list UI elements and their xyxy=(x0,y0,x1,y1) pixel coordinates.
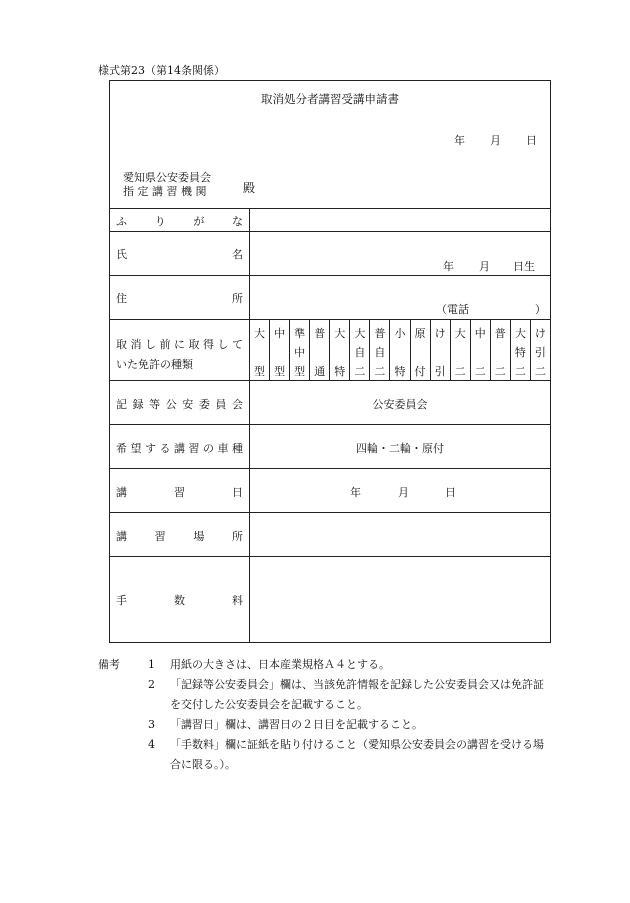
course-date-field[interactable] xyxy=(250,469,550,512)
date-month-label: 月 xyxy=(490,134,501,147)
row-course-date xyxy=(110,469,550,513)
license-label-line2: いた免許の種類 xyxy=(116,358,193,371)
course-place-field[interactable] xyxy=(250,513,550,556)
license-type-char: 引 xyxy=(434,365,446,378)
label-cell xyxy=(110,513,250,556)
remarks xyxy=(98,655,578,775)
addressee-designated-body: 指 定 講 習 機 関 xyxy=(123,185,207,198)
license-type-column[interactable] xyxy=(390,320,410,380)
remark-number: 3 xyxy=(148,718,155,731)
date-day-label: 日 xyxy=(526,134,537,147)
license-type-char: 二 xyxy=(534,365,546,378)
label-cell xyxy=(110,276,250,319)
remark-text-cont: 合に限る。）。 xyxy=(170,758,236,771)
commission-field[interactable] xyxy=(250,381,550,424)
course-year-label: 年 xyxy=(350,486,361,499)
row-vehicle-type xyxy=(110,425,550,469)
license-type-char: 二 xyxy=(514,365,526,378)
remark-item xyxy=(98,715,578,735)
license-type-char: 二 xyxy=(474,365,486,378)
course-place-label: 講習場所 xyxy=(116,530,243,543)
license-type-char: け xyxy=(434,327,446,340)
form-title: 取消処分者講習受講申請書 xyxy=(261,92,399,106)
license-type-char: 二 xyxy=(454,365,466,378)
furigana-label: ふりがな xyxy=(116,215,243,228)
license-type-char: 準 xyxy=(294,327,306,340)
license-type-column[interactable] xyxy=(491,320,511,380)
address-field[interactable] xyxy=(250,276,550,319)
address-label: 住所 xyxy=(116,292,243,305)
remark-number: 1 xyxy=(148,658,155,671)
license-type-column[interactable] xyxy=(511,320,531,380)
license-type-column[interactable] xyxy=(330,320,350,380)
label-cell xyxy=(110,469,250,512)
course-month-label: 月 xyxy=(398,486,409,499)
license-type-column[interactable] xyxy=(370,320,390,380)
remarks-heading: 備考 xyxy=(98,658,120,671)
license-type-char: 型 xyxy=(274,365,286,378)
addressee xyxy=(123,171,211,199)
license-type-char: 大 xyxy=(334,327,346,340)
license-type-char: 中 xyxy=(274,327,286,340)
license-type-char: 型 xyxy=(254,365,266,378)
phone-open-label: （電話 xyxy=(436,303,469,316)
row-commission xyxy=(110,381,550,425)
license-type-char: 原 xyxy=(414,327,426,340)
furigana-field[interactable] xyxy=(250,208,550,231)
vehicle-label: 希望する講習の車種 xyxy=(116,442,243,455)
license-type-column[interactable] xyxy=(350,320,370,380)
license-type-char: 中 xyxy=(474,327,486,340)
form-header xyxy=(110,81,550,209)
license-type-column[interactable] xyxy=(250,320,270,380)
label-cell xyxy=(110,557,250,642)
label-cell xyxy=(110,320,250,380)
license-type-char: 二 xyxy=(494,365,506,378)
remark-text-cont: を交付した公安委員会を記載すること。 xyxy=(170,698,368,711)
phone-close-label: ） xyxy=(535,303,546,316)
birth-year-label: 年 xyxy=(443,260,454,273)
row-course-place xyxy=(110,513,550,557)
license-type-column[interactable] xyxy=(270,320,290,380)
license-type-column[interactable] xyxy=(471,320,491,380)
license-type-column[interactable] xyxy=(411,320,431,380)
license-type-char: 引 xyxy=(534,346,546,359)
vehicle-options: 四輪・二輪・原付 xyxy=(356,442,444,455)
license-type-column[interactable] xyxy=(451,320,471,380)
name-label: 氏名 xyxy=(116,248,243,261)
label-cell xyxy=(110,232,250,275)
remark-text: 「講習日」欄は、講習日の２日目を記載すること。 xyxy=(170,718,423,731)
remark-number: 2 xyxy=(148,678,155,691)
vehicle-field[interactable] xyxy=(250,425,550,468)
application-form xyxy=(109,80,551,643)
row-address xyxy=(110,276,550,320)
form-number: 様式第23（第14条関係） xyxy=(98,64,225,77)
license-type-char: 特 xyxy=(394,365,406,378)
label-cell xyxy=(110,208,250,231)
license-type-column[interactable] xyxy=(310,320,330,380)
license-type-char: 付 xyxy=(414,365,426,378)
license-type-char: 型 xyxy=(294,365,306,378)
license-type-char: 小 xyxy=(394,327,406,340)
license-type-char: 普 xyxy=(374,327,386,340)
commission-value: 公安委員会 xyxy=(372,398,428,411)
license-type-char: け xyxy=(534,327,546,340)
license-type-char: 大 xyxy=(514,327,526,340)
license-type-char: 特 xyxy=(334,365,346,378)
license-type-char: 自 xyxy=(354,346,366,359)
birth-month-label: 月 xyxy=(479,260,490,273)
remark-item xyxy=(98,735,578,775)
license-type-grid xyxy=(250,320,550,380)
row-license-types xyxy=(110,320,550,381)
remark-text: 「手数料」欄に証紙を貼り付けること（愛知県公安委員会の講習を受ける場 xyxy=(170,738,544,751)
license-type-column[interactable] xyxy=(290,320,310,380)
date-year-label: 年 xyxy=(454,134,465,147)
row-name xyxy=(110,232,550,276)
birth-day-label: 日生 xyxy=(513,260,535,273)
license-type-char: 二 xyxy=(354,365,366,378)
license-type-char: 大 xyxy=(354,327,366,340)
remark-text: 用紙の大きさは、日本産業規格Ａ４とする。 xyxy=(170,658,390,671)
license-type-char: 普 xyxy=(314,327,326,340)
license-label-line1: 取消し前に取得して xyxy=(116,338,243,351)
addressee-commission: 愛知県公安委員会 xyxy=(123,171,211,184)
fee-label: 手数料 xyxy=(116,594,243,607)
license-type-char: 中 xyxy=(294,346,306,359)
course-day-label: 日 xyxy=(445,486,456,499)
license-type-char: 大 xyxy=(454,327,466,340)
course-date-label: 講習日 xyxy=(116,486,243,499)
license-type-char: 二 xyxy=(374,365,386,378)
license-type-char: 自 xyxy=(374,346,386,359)
remark-item xyxy=(98,675,578,715)
license-type-char: 特 xyxy=(514,346,526,359)
license-type-char: 通 xyxy=(314,365,326,378)
remark-number: 4 xyxy=(148,738,155,751)
label-cell xyxy=(110,381,250,424)
license-type-column[interactable] xyxy=(431,320,451,380)
commission-label: 記録等公安委員会 xyxy=(116,398,243,411)
row-fee xyxy=(110,557,550,642)
row-furigana xyxy=(110,208,550,232)
license-type-char: 大 xyxy=(254,327,266,340)
name-field[interactable] xyxy=(250,232,550,275)
license-type-column[interactable] xyxy=(531,320,550,380)
honorific-dono: 殿 xyxy=(243,181,256,195)
license-type-char: 普 xyxy=(494,327,506,340)
remark-text: 「記録等公安委員会」欄は、当該免許情報を記録した公安委員会又は免許証 xyxy=(170,678,544,691)
remark-item xyxy=(98,655,578,675)
fee-stamp-area[interactable] xyxy=(250,557,550,642)
label-cell xyxy=(110,425,250,468)
